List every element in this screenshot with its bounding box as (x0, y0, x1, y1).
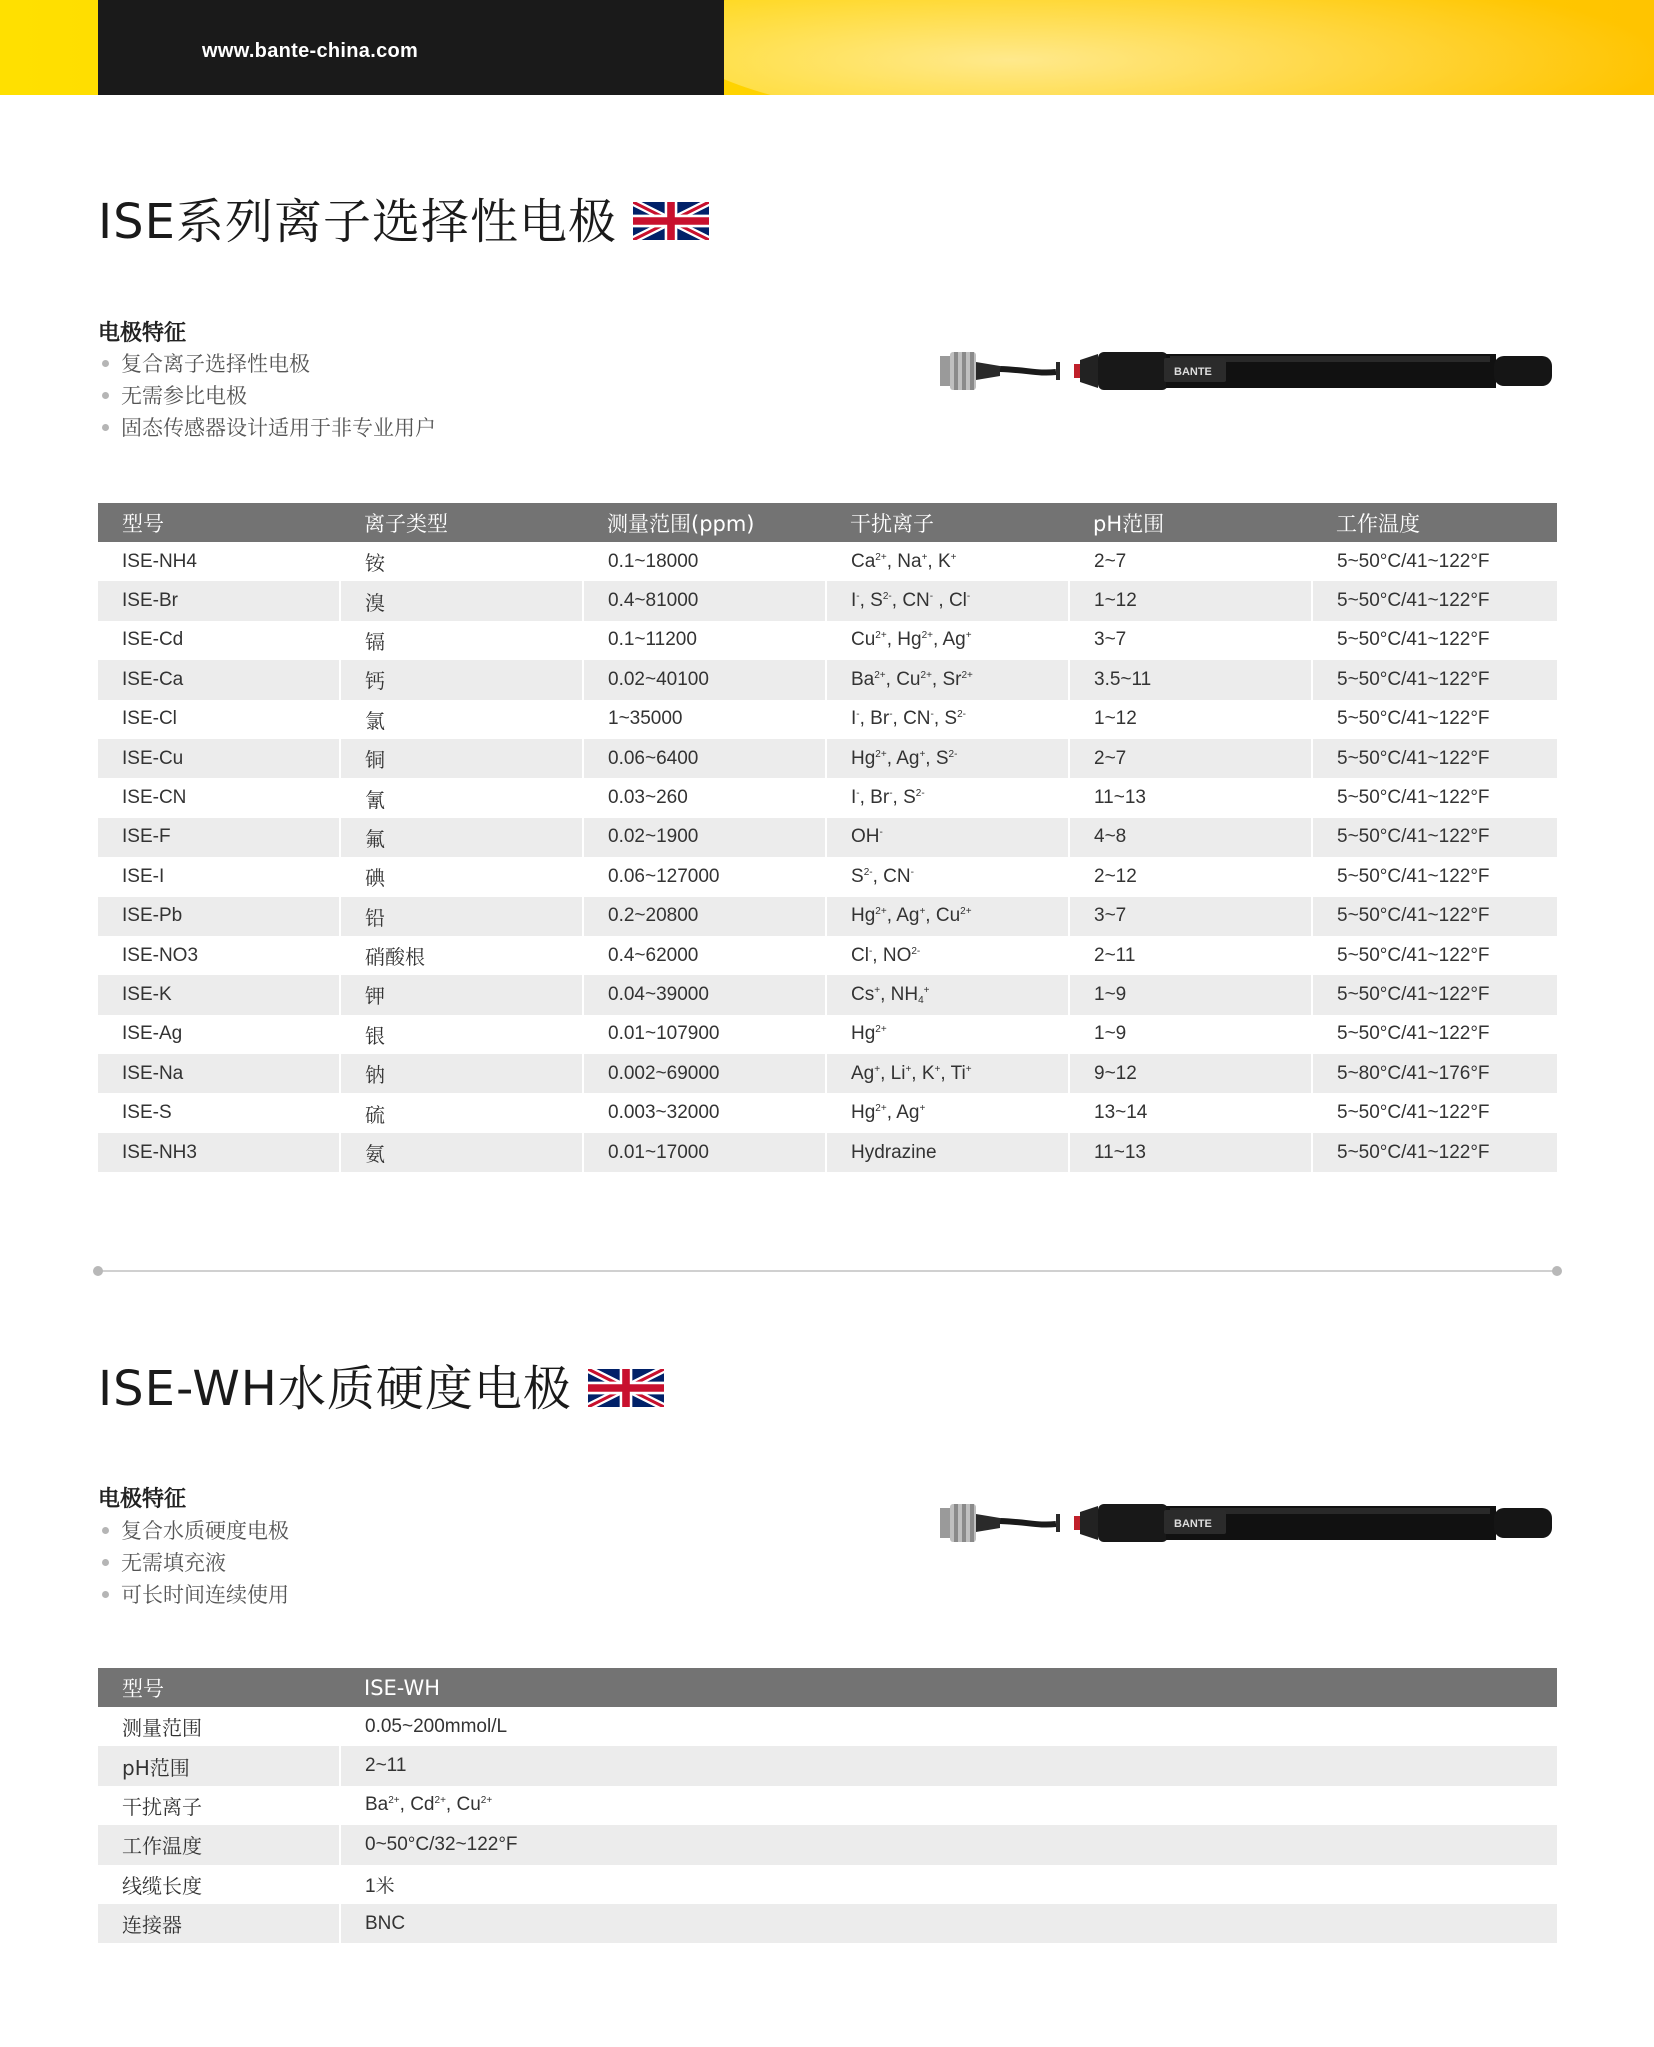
table-cell: $Hg^{2+}$, Ag+, $S^{2-}$ (826, 739, 1069, 778)
website-url[interactable]: www.bante-china.com (202, 40, 419, 62)
table-row (98, 581, 1557, 620)
section2-features-heading: 电极特征 (98, 1487, 187, 1512)
list-item: 无需参比电极 (98, 380, 436, 412)
table-cell: 5~50°C/41~122°F (1337, 944, 1490, 966)
table-row (98, 542, 1557, 581)
table-cell: 氰 (340, 778, 583, 817)
table-cell: 1~35000 (583, 700, 826, 739)
table-cell: 碘 (340, 857, 583, 896)
divider-left-cap (93, 1266, 103, 1276)
bullet-icon (102, 424, 109, 431)
table-cell: 1米 (365, 1875, 395, 1897)
table-cell: 氯 (340, 700, 583, 739)
table-cell: ISE-Na (98, 1054, 340, 1093)
table-cell: 5~50°C/41~122°F (1337, 1102, 1490, 1124)
table-row (98, 818, 1557, 857)
table-cell: I-, $S^{2-}$, CN- , Cl- (826, 581, 1069, 620)
table-cell: 钠 (340, 1054, 583, 1093)
table-cell: 5~50°C/41~122°F (1337, 1023, 1490, 1045)
table-cell: 0.2~20800 (583, 897, 826, 936)
bullet-icon (102, 1559, 109, 1566)
table-cell: I-, Br-, CN-, $S^{2-}$ (826, 700, 1069, 739)
table-cell: 1~9 (1069, 1015, 1312, 1054)
table-cell: 钙 (340, 660, 583, 699)
table-row (98, 1746, 1557, 1785)
bullet-icon (102, 360, 109, 367)
table-cell: 0.01~107900 (583, 1015, 826, 1054)
table-cell: 线缆长度 (98, 1865, 340, 1904)
table-cell: ISE-F (98, 818, 340, 857)
table-cell: 2~11 (340, 1746, 1557, 1785)
table-cell: $Ba^{2+}$, $Cd^{2+}$, $Cu^{2+}$ (365, 1794, 493, 1816)
section1-features-list (98, 348, 436, 444)
table-cell: 连接器 (98, 1904, 340, 1943)
table-row (98, 621, 1557, 660)
table-cell: 铵 (340, 542, 583, 581)
table-cell: 0.05~200mmol/L (365, 1715, 508, 1737)
table-cell: 5~50°C/41~122°F (1337, 865, 1490, 887)
table-cell: 9~12 (1069, 1054, 1312, 1093)
table-cell: $Hg^{2+}$, Ag+, $Cu^{2+}$ (826, 897, 1069, 936)
table-cell: OH- (826, 818, 1069, 857)
electrode-probe-image (938, 1500, 1558, 1546)
table-cell: 溴 (340, 581, 583, 620)
table-cell: 0.01~17000 (583, 1133, 826, 1172)
table-row (98, 778, 1557, 817)
table-cell: 11~13 (1069, 1133, 1312, 1172)
header-banner (0, 0, 1654, 95)
table-cell: 13~14 (1069, 1093, 1312, 1132)
table-row (98, 1133, 1557, 1172)
table-cell: 5~50°C/41~122°F (1337, 708, 1490, 730)
table-cell: 3.5~11 (1069, 660, 1312, 699)
table-cell: 干扰离子 (98, 1786, 340, 1825)
table-cell: 11~13 (1069, 778, 1312, 817)
table-cell: 硝酸根 (340, 936, 583, 975)
list-item: 可长时间连续使用 (98, 1579, 289, 1611)
table-cell: ISE-CN (98, 778, 340, 817)
table-cell: 1~9 (1069, 975, 1312, 1014)
section1-title-text: ISE系列离子选择性电极 (98, 194, 617, 250)
table-row (98, 700, 1557, 739)
table-cell: $Ba^{2+}$, $Cu^{2+}$, $Sr^{2+}$ (826, 660, 1069, 699)
table-cell: Cs+, $NH_4^+$ (826, 975, 1069, 1014)
table-cell: 0~50°C/32~122°F (340, 1825, 1557, 1864)
table-cell: I-, Br-, $S^{2-}$ (826, 778, 1069, 817)
section1-title (98, 194, 709, 250)
table-cell: 0.04~39000 (583, 975, 826, 1014)
table-row (98, 1707, 1557, 1746)
table-cell: 1~12 (1069, 700, 1312, 739)
table-cell: ISE-K (98, 975, 340, 1014)
table-cell: 5~50°C/41~122°F (1312, 660, 1557, 699)
table-cell: 工作温度 (98, 1825, 340, 1864)
table-row (98, 1015, 1557, 1054)
probe-brand-label: BANTE (1174, 366, 1212, 378)
table-cell: 氟 (340, 818, 583, 857)
table-cell: pH范围 (98, 1746, 340, 1785)
table-cell: Cl-, $NO^{2-}$ (826, 936, 1069, 975)
column-header: 测量范围(ppm) (583, 503, 826, 542)
list-item: 复合水质硬度电极 (98, 1515, 289, 1547)
table-cell: 银 (340, 1015, 583, 1054)
table-cell: ISE-NH4 (98, 542, 340, 581)
table-cell: ISE-Cl (98, 700, 340, 739)
header-swoosh (680, 0, 1654, 95)
table-cell: 0.4~62000 (583, 936, 826, 975)
table-cell: 0.4~81000 (583, 581, 826, 620)
table-cell: 0.02~1900 (583, 818, 826, 857)
table-cell: 硫 (340, 1093, 583, 1132)
table-cell: 2~12 (1069, 857, 1312, 896)
list-item: 无需填充液 (98, 1547, 289, 1579)
table-row (98, 1786, 1557, 1825)
table-cell: Hydrazine (826, 1133, 1069, 1172)
list-item: 固态传感器设计适用于非专业用户 (98, 412, 436, 444)
table-cell: 5~80°C/41~176°F (1312, 1054, 1557, 1093)
table-cell: ISE-S (98, 1093, 340, 1132)
table-header-row (98, 1668, 1557, 1707)
table-cell: ISE-Pb (98, 897, 340, 936)
table-cell: 3~7 (1069, 621, 1312, 660)
table-cell: ISE-NO3 (98, 936, 340, 975)
table-row (98, 936, 1557, 975)
table-cell: 镉 (340, 621, 583, 660)
table-row (98, 897, 1557, 936)
table-cell: 0.06~6400 (583, 739, 826, 778)
table-cell: 0.02~40100 (583, 660, 826, 699)
table-cell: 5~50°C/41~122°F (1312, 739, 1557, 778)
column-header: 离子类型 (340, 503, 583, 542)
table-cell: $Ca^{2+}$, Na+, K+ (826, 542, 1069, 581)
table-cell: 5~50°C/41~122°F (1337, 787, 1490, 809)
table-header-row (98, 503, 1557, 542)
table-cell: 2~7 (1069, 739, 1312, 778)
table-cell: 测量范围 (98, 1707, 340, 1746)
column-header: 型号 (98, 1668, 340, 1707)
section2-features-list (98, 1515, 289, 1611)
table-cell: 0.1~11200 (583, 621, 826, 660)
table-cell: BNC (340, 1904, 1557, 1943)
probe-brand-label: BANTE (1174, 1518, 1212, 1530)
ise-spec-table (98, 503, 1557, 1172)
table-row (98, 975, 1557, 1014)
table-cell: 0.06~127000 (583, 857, 826, 896)
table-cell: ISE-NH3 (98, 1133, 340, 1172)
electrode-probe-image (938, 348, 1558, 394)
table-cell: $Hg^{2+}$ (826, 1015, 1069, 1054)
table-cell: 5~50°C/41~122°F (1312, 975, 1557, 1014)
table-row (98, 1093, 1557, 1132)
table-row (98, 739, 1557, 778)
ise-wh-spec-table (98, 1668, 1557, 1943)
uk-flag-icon (588, 1368, 664, 1408)
table-cell: ISE-Ca (98, 660, 340, 699)
section2-title-text: ISE-WH水质硬度电极 (98, 1361, 572, 1417)
table-cell: 1~12 (1069, 581, 1312, 620)
uk-flag-icon (633, 201, 709, 241)
column-header: pH范围 (1069, 503, 1312, 542)
section2-title (98, 1361, 664, 1417)
table-cell: 5~50°C/41~122°F (1337, 550, 1490, 572)
table-cell: 5~50°C/41~122°F (1312, 581, 1557, 620)
table-cell: $Cu^{2+}$, $Hg^{2+}$, Ag+ (826, 621, 1069, 660)
table-row (98, 1054, 1557, 1093)
table-cell: Ag+, Li+, K+, Ti+ (826, 1054, 1069, 1093)
table-cell: 氨 (340, 1133, 583, 1172)
table-row (98, 660, 1557, 699)
table-cell: 0.003~32000 (583, 1093, 826, 1132)
section1-features-heading: 电极特征 (98, 321, 187, 346)
table-cell: ISE-Ag (98, 1015, 340, 1054)
table-row (98, 1904, 1557, 1943)
table-cell: $Hg^{2+}$, Ag+ (826, 1093, 1069, 1132)
table-cell: $S^{2-}$, CN- (826, 857, 1069, 896)
column-header: 型号 (98, 503, 340, 542)
table-cell: 5~50°C/41~122°F (1312, 1133, 1557, 1172)
table-cell: 4~8 (1069, 818, 1312, 857)
table-cell: 0.03~260 (583, 778, 826, 817)
table-row (98, 857, 1557, 896)
table-cell: 5~50°C/41~122°F (1337, 629, 1490, 651)
divider-right-cap (1552, 1266, 1562, 1276)
bullet-icon (102, 392, 109, 399)
table-cell: 铅 (340, 897, 583, 936)
column-header: 工作温度 (1312, 503, 1557, 542)
table-cell: ISE-Cd (98, 621, 340, 660)
table-cell: ISE-Br (98, 581, 340, 620)
column-header: ISE-WH (340, 1668, 1557, 1707)
table-row (98, 1865, 1557, 1904)
bullet-icon (102, 1527, 109, 1534)
section-divider (98, 1270, 1557, 1272)
table-cell: 3~7 (1069, 897, 1312, 936)
table-cell: 0.1~18000 (583, 542, 826, 581)
list-item: 复合离子选择性电极 (98, 348, 436, 380)
bullet-icon (102, 1591, 109, 1598)
table-cell: 2~7 (1069, 542, 1312, 581)
table-cell: 5~50°C/41~122°F (1312, 897, 1557, 936)
table-row (98, 1825, 1557, 1864)
table-cell: 2~11 (1069, 936, 1312, 975)
column-header: 干扰离子 (826, 503, 1069, 542)
table-cell: ISE-Cu (98, 739, 340, 778)
table-cell: ISE-I (98, 857, 340, 896)
table-cell: 钾 (340, 975, 583, 1014)
table-cell: 铜 (340, 739, 583, 778)
table-cell: 5~50°C/41~122°F (1312, 818, 1557, 857)
table-cell: 0.002~69000 (583, 1054, 826, 1093)
